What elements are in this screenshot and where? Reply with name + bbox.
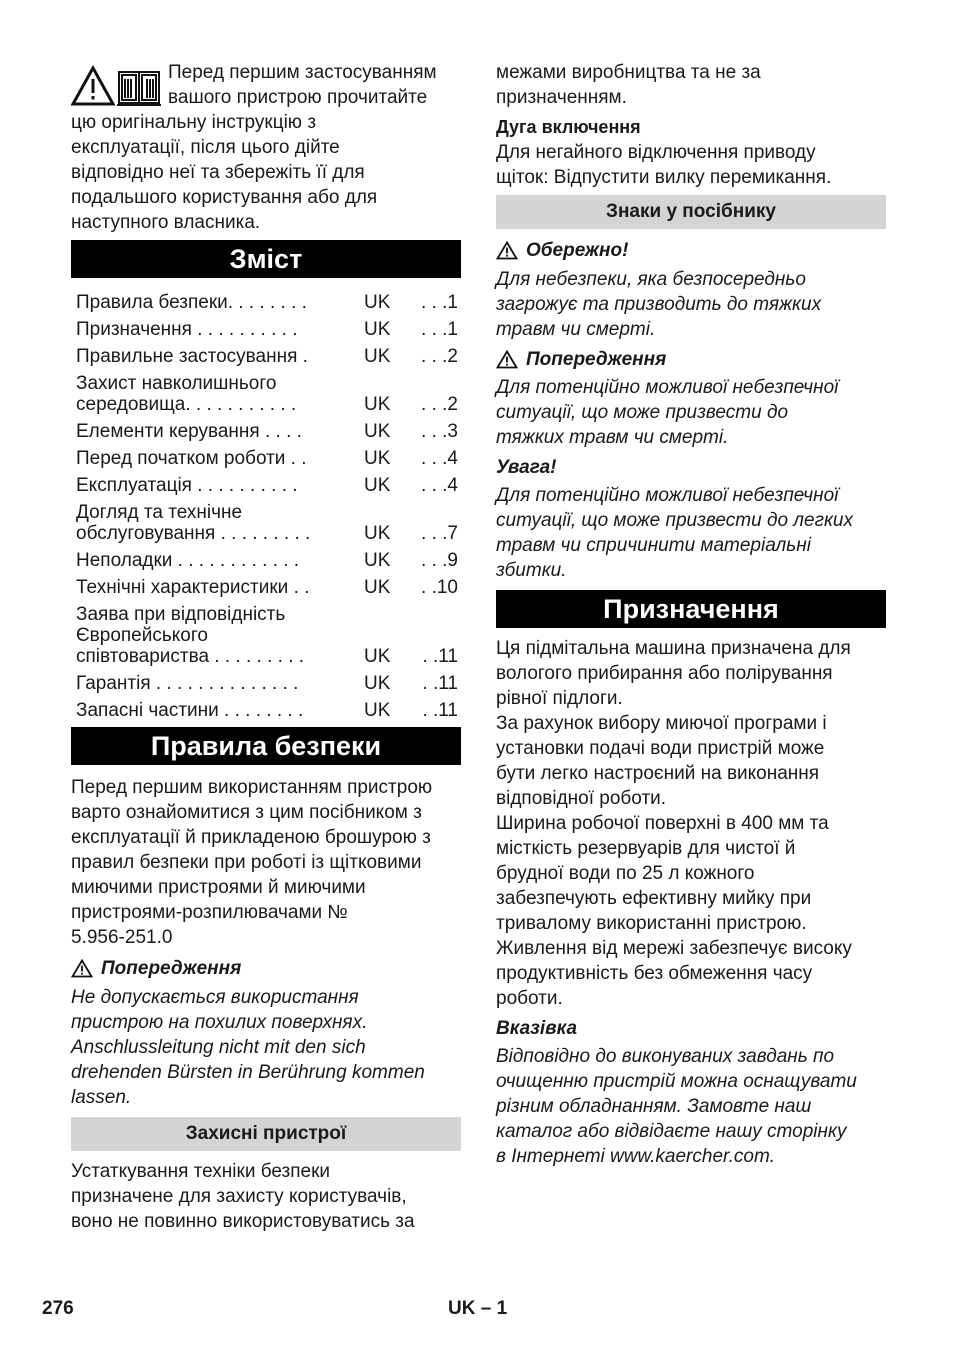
toc-title: Запасні частини . . . . . . . . — [76, 700, 304, 721]
caution-heading — [496, 455, 886, 480]
toc-page: . . .2 — [421, 346, 458, 367]
intro-icons — [71, 65, 161, 109]
warning-triangle-icon — [496, 241, 518, 260]
body-line: призначенням. — [496, 87, 627, 108]
toc-title: Елементи керування . . . . — [76, 421, 302, 442]
toc-page: . . .2 — [421, 394, 458, 415]
toc-lang: UK — [364, 475, 391, 496]
toc-page: . . .4 — [421, 448, 458, 469]
toc-row[interactable] — [76, 292, 458, 313]
body-line: очищенню пристрій можна оснащувати — [496, 1071, 857, 1092]
toc-row[interactable] — [76, 502, 458, 544]
intro-line: вашого пристрою прочитайте — [168, 87, 428, 108]
body-line: бути легко настроєний на виконання — [496, 763, 820, 784]
warning-book-icons — [71, 65, 161, 109]
toc-lang: UK — [364, 319, 391, 340]
toc-page: . .11 — [422, 673, 458, 694]
body-line: різним обладнанням. Замовте наш — [496, 1096, 812, 1117]
body-line: Для негайного відключення приводу — [496, 142, 816, 163]
warning-triangle-icon — [73, 68, 113, 104]
warning-label: Попередження — [101, 958, 242, 979]
body-line: пристроями-розпилювачами № — [71, 902, 348, 923]
left-column — [71, 60, 461, 1234]
toc-lang: UK — [364, 448, 391, 469]
body-line: межами виробництва та не за — [496, 62, 761, 83]
toc-lang: UK — [364, 346, 391, 367]
toc-row[interactable] — [76, 319, 458, 340]
page-number: 276 — [42, 1298, 74, 1319]
toc-lang: UK — [364, 523, 391, 544]
warning-text — [496, 375, 886, 450]
toc-title: Технічні характеристики . . — [76, 577, 310, 598]
safety-heading: Правила безпеки — [71, 727, 461, 765]
body-line: Живлення від мережі забезпечує високу — [496, 938, 852, 959]
toc-row[interactable] — [76, 475, 458, 496]
intro-line: наступного власника. — [71, 212, 261, 233]
body-line: правил безпеки при роботі із щітковими — [71, 852, 422, 873]
toc-title — [76, 604, 364, 667]
body-line: воно не повинно використовуватись за — [71, 1211, 415, 1232]
toc-heading: Зміст — [71, 240, 461, 278]
body-line: в Інтернеті www.kaercher.com. — [496, 1146, 776, 1167]
danger-label: Обережно! — [526, 240, 629, 261]
toc-page: . . .1 — [421, 319, 458, 340]
warning-text — [71, 985, 461, 1110]
body-line: миючими пристроями й миючими — [71, 877, 366, 898]
toc-lang: UK — [364, 673, 391, 694]
warning-heading — [71, 956, 461, 981]
protective-text — [71, 1159, 461, 1234]
body-line: щіток: Відпустити вилку перемикання. — [496, 167, 832, 188]
toc-lang: UK — [364, 421, 391, 442]
body-line: Для небезпеки, яка безпосередньо — [496, 269, 806, 290]
body-line: відповідної роботи. — [496, 788, 667, 809]
toc-title — [76, 373, 364, 415]
intro-line: експлуатації, після цього дійте — [71, 137, 340, 158]
toc-title-line: Заява при відповідність — [76, 604, 286, 625]
body-line: тривалому використанні пристрою. — [496, 913, 807, 934]
right-column — [496, 60, 886, 1169]
caution-text — [496, 483, 886, 583]
toc-title-line: середовища. . . . . . . . . . . — [76, 394, 297, 415]
toc-page: . .11 — [422, 700, 458, 721]
body-line: продуктивність без обмеження часу — [496, 963, 813, 984]
body-line: Для потенційно можливої небезпечної — [496, 377, 839, 398]
protective-devices-heading: Захисні пристрої — [71, 1117, 461, 1151]
caution-label: Увага! — [496, 457, 557, 478]
warning-heading — [496, 347, 886, 372]
switch-heading: Дуга включення — [496, 117, 641, 137]
body-line: травм чи спричинити матеріальні — [496, 535, 811, 556]
manual-symbols-heading: Знаки у посібнику — [496, 195, 886, 229]
toc-title-line: співтовариства . . . . . . . . . — [76, 646, 305, 667]
body-line: Перед першим використанням пристрою — [71, 777, 433, 798]
body-line: ситуації, що може призвести до — [496, 402, 789, 423]
section-page-mark: UK – 1 — [448, 1298, 508, 1319]
body-line: забезпечують ефективну мийку при — [496, 888, 812, 909]
toc-row[interactable] — [76, 577, 458, 598]
intro-line: подальшого користування або для — [71, 187, 378, 208]
body-line: рівної підлоги. — [496, 688, 623, 709]
toc-title-line: Європейського — [76, 625, 208, 646]
danger-text — [496, 267, 886, 342]
toc-title: Перед початком роботи . . — [76, 448, 307, 469]
warning-triangle-icon — [496, 350, 518, 369]
body-line: пристрою на похилих поверхнях. — [71, 1012, 368, 1033]
toc-row[interactable] — [76, 346, 458, 367]
intro-line: цю оригінальну інструкцію з — [71, 112, 317, 133]
intro-block — [71, 60, 461, 235]
toc-lang: UK — [364, 292, 391, 313]
toc-title — [76, 502, 364, 544]
toc-page: . . .3 — [421, 421, 458, 442]
toc-page: . .10 — [421, 577, 458, 598]
intro-line: Перед першим застосуванням — [168, 62, 437, 83]
toc-lang: UK — [364, 550, 391, 571]
toc-page: . .11 — [422, 646, 458, 667]
toc-title: Правильне застосування . — [76, 346, 308, 367]
table-of-contents — [76, 292, 458, 721]
toc-row[interactable] — [76, 448, 458, 469]
danger-heading — [496, 238, 886, 263]
toc-lang: UK — [364, 700, 391, 721]
purpose-text — [496, 636, 886, 1011]
toc-page: . . .4 — [421, 475, 458, 496]
toc-row[interactable] — [76, 700, 458, 721]
toc-lang: UK — [364, 577, 391, 598]
note-label: Вказівка — [496, 1018, 578, 1039]
toc-title: Призначення . . . . . . . . . . — [76, 319, 298, 340]
body-line: Anschlussleitung nicht mit den sich — [71, 1037, 366, 1058]
toc-title-line: обслуговування . . . . . . . . . — [76, 523, 311, 544]
body-line: ситуації, що може призвести до легких — [496, 510, 854, 531]
intro-line: відповідно неї та збережіть її для — [71, 162, 365, 183]
body-line: збитки. — [496, 560, 567, 581]
toc-page: . . .1 — [421, 292, 458, 313]
warning-triangle-icon — [71, 959, 93, 978]
toc-row[interactable] — [76, 421, 458, 442]
note-text — [496, 1044, 886, 1169]
body-line: Ця підмітальна машина призначена для — [496, 638, 851, 659]
body-line: установки подачі води пристрій може — [496, 738, 825, 759]
body-line: Відповідно до виконуваних завдань по — [496, 1046, 835, 1067]
toc-row[interactable] — [76, 373, 458, 415]
body-line: lassen. — [71, 1087, 132, 1108]
body-line: Устаткування техніки безпеки — [71, 1161, 331, 1182]
toc-page: . . .7 — [421, 523, 458, 544]
toc-row[interactable] — [76, 550, 458, 571]
toc-title: Гарантія . . . . . . . . . . . . . . — [76, 673, 299, 694]
body-line: експлуатації й прикладеною брошурою з — [71, 827, 431, 848]
toc-title: Правила безпеки. . . . . . . . — [76, 292, 307, 313]
toc-lang: UK — [364, 646, 391, 667]
body-line: Ширина робочої поверхні в 400 мм та — [496, 813, 829, 834]
body-line: роботи. — [496, 988, 563, 1009]
toc-row[interactable] — [76, 604, 458, 667]
toc-title-line: Захист навколишнього — [76, 373, 277, 394]
body-line: травм чи смерті. — [496, 319, 656, 340]
body-line: тяжких травм чи смерті. — [496, 427, 729, 448]
body-line: 5.956-251.0 — [71, 927, 173, 948]
body-line: За рахунок вибору миючої програми і — [496, 713, 827, 734]
warning-label: Попередження — [526, 349, 667, 370]
toc-row[interactable] — [76, 673, 458, 694]
body-line: drehenden Bürsten in Berührung kommen — [71, 1062, 425, 1083]
note-heading — [496, 1016, 886, 1041]
body-line: варто ознайомитися з цим посібником з — [71, 802, 422, 823]
body-line: Для потенційно можливої небезпечної — [496, 485, 839, 506]
body-line: загрожує та призводить до тяжких — [496, 294, 822, 315]
open-book-icon — [117, 72, 161, 105]
body-line: Не допускається використання — [71, 987, 359, 1008]
body-line: каталог або відвідаєте нашу сторінку — [496, 1121, 847, 1142]
body-line: призначене для захисту користувачів, — [71, 1186, 407, 1207]
body-line: місткість резервуарів для чистої й — [496, 838, 796, 859]
safety-body — [71, 775, 461, 950]
toc-title: Експлуатація . . . . . . . . . . — [76, 475, 298, 496]
toc-title-line: Догляд та технічне — [76, 502, 243, 523]
body-line: вологого прибирання або полірування — [496, 663, 833, 684]
body-line: брудної води по 25 л кожного — [496, 863, 755, 884]
purpose-heading: Призначення — [496, 590, 886, 628]
toc-title: Неполадки . . . . . . . . . . . . — [76, 550, 300, 571]
toc-lang: UK — [364, 394, 391, 415]
toc-page: . . .9 — [421, 550, 458, 571]
